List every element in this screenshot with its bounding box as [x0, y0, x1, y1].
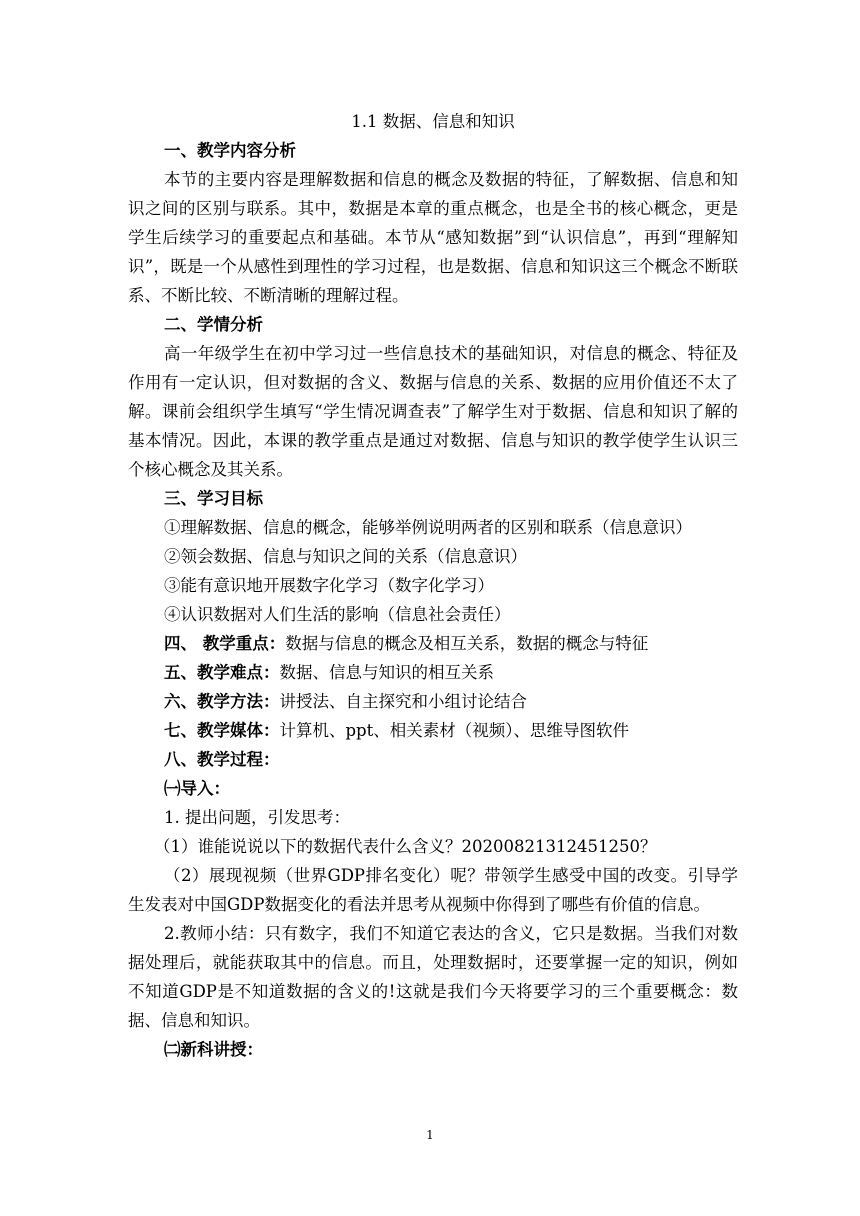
goal-item-1: ①理解数据、信息的概念，能够举例说明两者的区别和联系（信息意识） [164, 518, 692, 537]
paragraph-content-analysis: 本节的主要内容是理解数据和信息的概念及数据的特征，了解数据、信息和知识之间的区别与联系。其中，数据是本章的重点概念，也是全书的核心概念，更是学生后续学习的重要起点和基础。本节从“感知数据”到“认识信息”，再到“理解知识”，既是一个从感性到理性的学习过程，也是数据、信息和知识这三个概念不断联系、不断比较、不断清晰的理解过程。 [128, 170, 738, 305]
section-teaching-media [128, 716, 738, 745]
key-points-value: 数据与信息的概念及相互关系，数据的概念与特征 [285, 634, 649, 653]
document-body [128, 107, 738, 1064]
section-difficulties [128, 658, 738, 687]
question-1: （1）谁能说说以下的数据代表什么含义？20200821312451250？ [154, 837, 657, 856]
teaching-methods-label: 六、教学方法： [164, 692, 280, 711]
page-number: 1 [426, 1128, 434, 1142]
difficulties-label: 五、教学难点： [164, 663, 280, 682]
subsection-heading-introduction: ㈠导入： [164, 779, 230, 798]
section-heading-learner-analysis: 二、学情分析 [164, 315, 263, 334]
section-teaching-methods [128, 687, 738, 716]
paragraph-learner-analysis: 高一年级学生在初中学习过一些信息技术的基础知识，对信息的概念、特征及作用有一定认识，但对数据的含义、数据与信息的关系、数据的应用价值还不太了解。课前会组织学生填写“学生情况调查表”了解学生对于数据、信息和知识了解的基本情况。因此，本课的教学重点是通过对数据、信息与知识的教学使学生认识三个核心概念及其关系。 [128, 344, 738, 479]
subsection-heading-new-lesson: ㈡新科讲授： [164, 1040, 263, 1059]
goal-item-3: ③能有意识地开展数字化学习（数字化学习） [164, 576, 494, 595]
step-1-raise-question: 1. 提出问题，引发思考： [164, 808, 350, 827]
section-heading-content-analysis: 一、教学内容分析 [164, 141, 296, 160]
goal-item-4: ④认识数据对人们生活的影响（信息社会责任） [164, 605, 511, 624]
key-points-label: 四、 教学重点： [164, 634, 286, 653]
section-key-points [128, 629, 738, 658]
difficulties-value: 数据、信息与知识的相互关系 [279, 663, 494, 682]
section-heading-learning-goals: 三、学习目标 [164, 489, 263, 508]
teaching-methods-value: 讲授法、自主探究和小组讨论结合 [279, 692, 527, 711]
goal-item-2: ②领会数据、信息与知识之间的关系（信息意识） [164, 547, 527, 566]
teaching-media-label: 七、教学媒体： [164, 721, 280, 740]
step-2-teacher-summary: 2.教师小结：只有数字，我们不知道它表达的含义，它只是数据。当我们对数据处理后，就能获取其中的信息。而且，处理数据时，还要掌握一定的知识，例如不知道GDP是不知道数据的含义的!这就是我们今天将要学习的三个重要概念：数据、信息和知识。 [128, 924, 738, 1030]
document-title: 1.1 数据、信息和知识 [351, 112, 515, 131]
teaching-media-value: 计算机、ppt、相关素材（视频）、思维导图软件 [279, 721, 630, 740]
section-heading-teaching-process: 八、教学过程： [164, 750, 280, 769]
question-2: （2）展现视频（世界GDP排名变化）呢？带领学生感受中国的改变。引导学生发表对中国GDP数据变化的看法并思考从视频中你得到了哪些有价值的信息。 [128, 866, 738, 914]
